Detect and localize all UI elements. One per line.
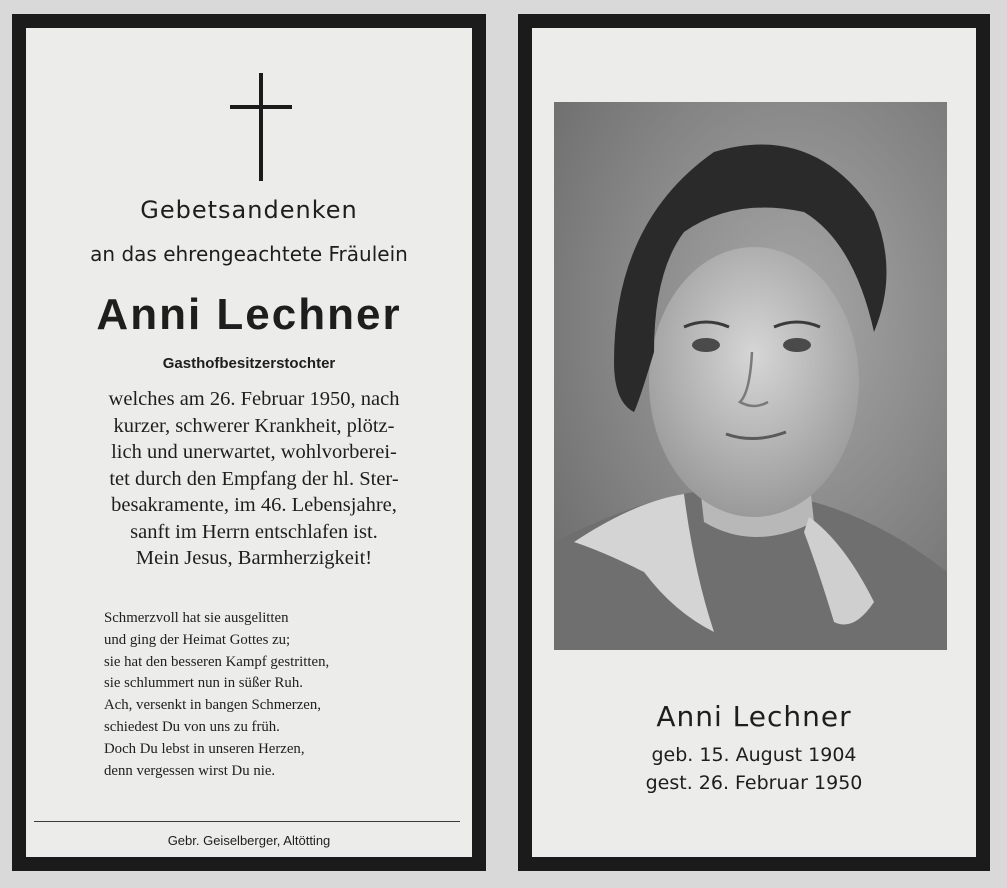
card-subheading: an das ehrengeachtete Fräulein	[90, 242, 408, 266]
caption-birth-date: geb. 15. August 1904	[651, 744, 857, 766]
divider	[34, 821, 460, 822]
printer-credit: Gebr. Geiselberger, Altötting	[167, 833, 331, 848]
announcement-text	[62, 386, 446, 572]
poem-line: schiedest Du von uns zu früh.	[104, 718, 280, 735]
memorial-card-right	[518, 14, 990, 871]
portrait-image	[554, 102, 947, 650]
announcement-line: kurzer, schwerer Krankheit, plötz-	[113, 414, 395, 437]
poem-line: sie hat den besseren Kampf gestritten,	[104, 653, 330, 670]
announcement-line: welches am 26. Februar 1950, nach	[108, 388, 400, 410]
card-right-paper	[532, 28, 976, 857]
card-heading: Gebetsandenken	[140, 196, 358, 224]
announcement-line: besakramente, im 46. Lebensjahre,	[111, 494, 397, 516]
deceased-role: Gasthofbesitzerstochter	[162, 355, 336, 372]
poem-line: sie schlummert nun in süßer Ruh.	[104, 675, 303, 692]
caption-name: Anni Lechner	[656, 700, 852, 733]
announcement-line: sanft im Herrn entschlafen ist.	[130, 520, 378, 543]
announcement-line: Mein Jesus, Barmherzigkeit!	[135, 547, 373, 569]
card-left-paper	[26, 28, 472, 857]
announcement-line: lich und unerwartet, wohlvorberei-	[111, 441, 397, 463]
portrait-photo	[554, 102, 947, 650]
poem-line: und ging der Heimat Gottes zu;	[104, 631, 291, 648]
cross-icon	[226, 73, 296, 181]
poem-line: Schmerzvoll hat sie ausgelitten	[104, 610, 289, 626]
memorial-card-left	[12, 14, 486, 871]
poem	[104, 608, 329, 782]
poem-line: Doch Du lebst in unseren Herzen,	[104, 740, 305, 757]
poem-line: Ach, versenkt in bangen Schmerzen,	[104, 697, 321, 714]
deceased-name: Anni Lechner	[96, 290, 402, 339]
announcement-line: tet durch den Empfang der hl. Ster-	[109, 467, 399, 490]
poem-line: denn vergessen wirst Du nie.	[104, 762, 276, 779]
caption-death-date: gest. 26. Februar 1950	[645, 772, 863, 794]
